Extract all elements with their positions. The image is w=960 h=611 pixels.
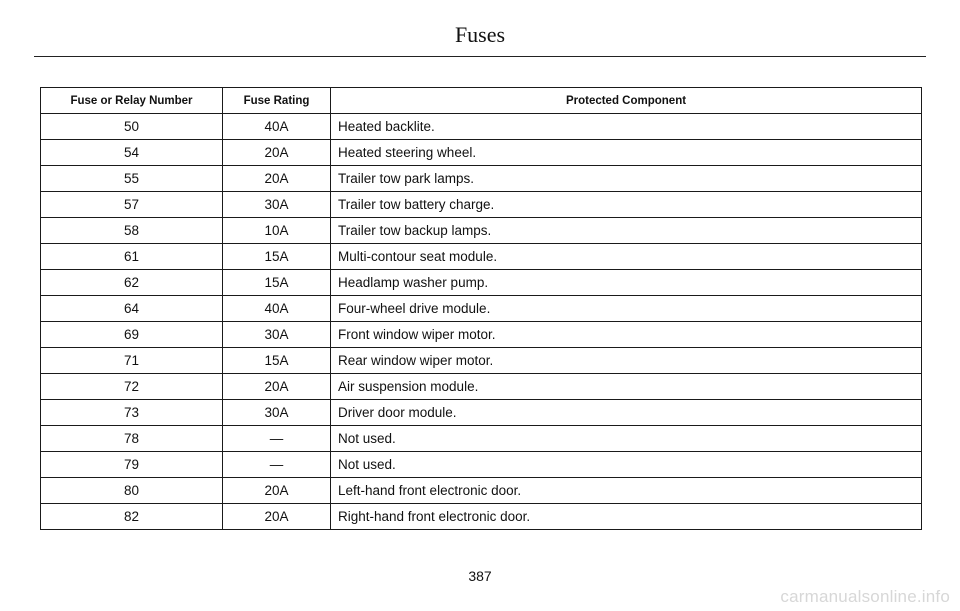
fuse-rating-cell: 30A <box>223 192 331 218</box>
fuse-number-cell: 69 <box>41 322 223 348</box>
protected-component-cell: Not used. <box>331 426 922 452</box>
fuse-rating-cell: 20A <box>223 166 331 192</box>
column-header-fuse-rating: Fuse Rating <box>223 88 331 114</box>
fuse-rating-cell: 15A <box>223 244 331 270</box>
fuse-number-cell: 78 <box>41 426 223 452</box>
fuse-number-cell: 61 <box>41 244 223 270</box>
table-row <box>41 504 922 530</box>
fuse-rating-cell: 15A <box>223 270 331 296</box>
fuse-rating-cell: — <box>223 426 331 452</box>
fuse-number-cell: 71 <box>41 348 223 374</box>
table-row <box>41 140 922 166</box>
fuse-rating-cell: 20A <box>223 374 331 400</box>
fuse-rating-cell: 30A <box>223 322 331 348</box>
protected-component-cell: Four-wheel drive module. <box>331 296 922 322</box>
protected-component-cell: Headlamp washer pump. <box>331 270 922 296</box>
protected-component-cell: Air suspension module. <box>331 374 922 400</box>
protected-component-cell: Front window wiper motor. <box>331 322 922 348</box>
table-row <box>41 270 922 296</box>
table-row <box>41 192 922 218</box>
watermark: carmanualsonline.info <box>780 587 950 606</box>
protected-component-cell: Driver door module. <box>331 400 922 426</box>
protected-component-cell: Multi-contour seat module. <box>331 244 922 270</box>
table-row <box>41 374 922 400</box>
fuse-rating-cell: 15A <box>223 348 331 374</box>
protected-component-cell: Heated steering wheel. <box>331 140 922 166</box>
fuse-rating-cell: 10A <box>223 218 331 244</box>
fuse-rating-cell: 20A <box>223 478 331 504</box>
fuse-rating-cell: 40A <box>223 296 331 322</box>
page-title: Fuses <box>454 22 506 47</box>
table-row <box>41 166 922 192</box>
table-row <box>41 478 922 504</box>
protected-component-cell: Rear window wiper motor. <box>331 348 922 374</box>
fuse-number-cell: 72 <box>41 374 223 400</box>
table-row <box>41 296 922 322</box>
fuse-number-cell: 82 <box>41 504 223 530</box>
column-header-fuse-number: Fuse or Relay Number <box>41 88 223 114</box>
title-divider <box>34 56 926 57</box>
protected-component-cell: Trailer tow battery charge. <box>331 192 922 218</box>
fuse-number-cell: 55 <box>41 166 223 192</box>
table-row <box>41 348 922 374</box>
fuse-rating-cell: 40A <box>223 114 331 140</box>
fuse-rating-cell: — <box>223 452 331 478</box>
protected-component-cell: Left-hand front electronic door. <box>331 478 922 504</box>
protected-component-cell: Trailer tow park lamps. <box>331 166 922 192</box>
table-row <box>41 114 922 140</box>
fuse-number-cell: 62 <box>41 270 223 296</box>
fuse-table <box>40 87 922 530</box>
table-row <box>41 218 922 244</box>
protected-component-cell: Not used. <box>331 452 922 478</box>
fuse-rating-cell: 30A <box>223 400 331 426</box>
fuse-number-cell: 50 <box>41 114 223 140</box>
protected-component-cell: Trailer tow backup lamps. <box>331 218 922 244</box>
table-row <box>41 400 922 426</box>
table-row <box>41 452 922 478</box>
column-header-protected-component: Protected Component <box>331 88 922 114</box>
page-number: 387 <box>468 568 492 584</box>
fuse-number-cell: 58 <box>41 218 223 244</box>
fuse-number-cell: 57 <box>41 192 223 218</box>
fuse-number-cell: 73 <box>41 400 223 426</box>
table-row <box>41 322 922 348</box>
table-row <box>41 426 922 452</box>
protected-component-cell: Heated backlite. <box>331 114 922 140</box>
fuse-number-cell: 64 <box>41 296 223 322</box>
fuse-rating-cell: 20A <box>223 504 331 530</box>
fuse-number-cell: 54 <box>41 140 223 166</box>
fuse-number-cell: 79 <box>41 452 223 478</box>
protected-component-cell: Right-hand front electronic door. <box>331 504 922 530</box>
table-header-row <box>41 88 922 114</box>
fuse-rating-cell: 20A <box>223 140 331 166</box>
table-row <box>41 244 922 270</box>
fuse-number-cell: 80 <box>41 478 223 504</box>
